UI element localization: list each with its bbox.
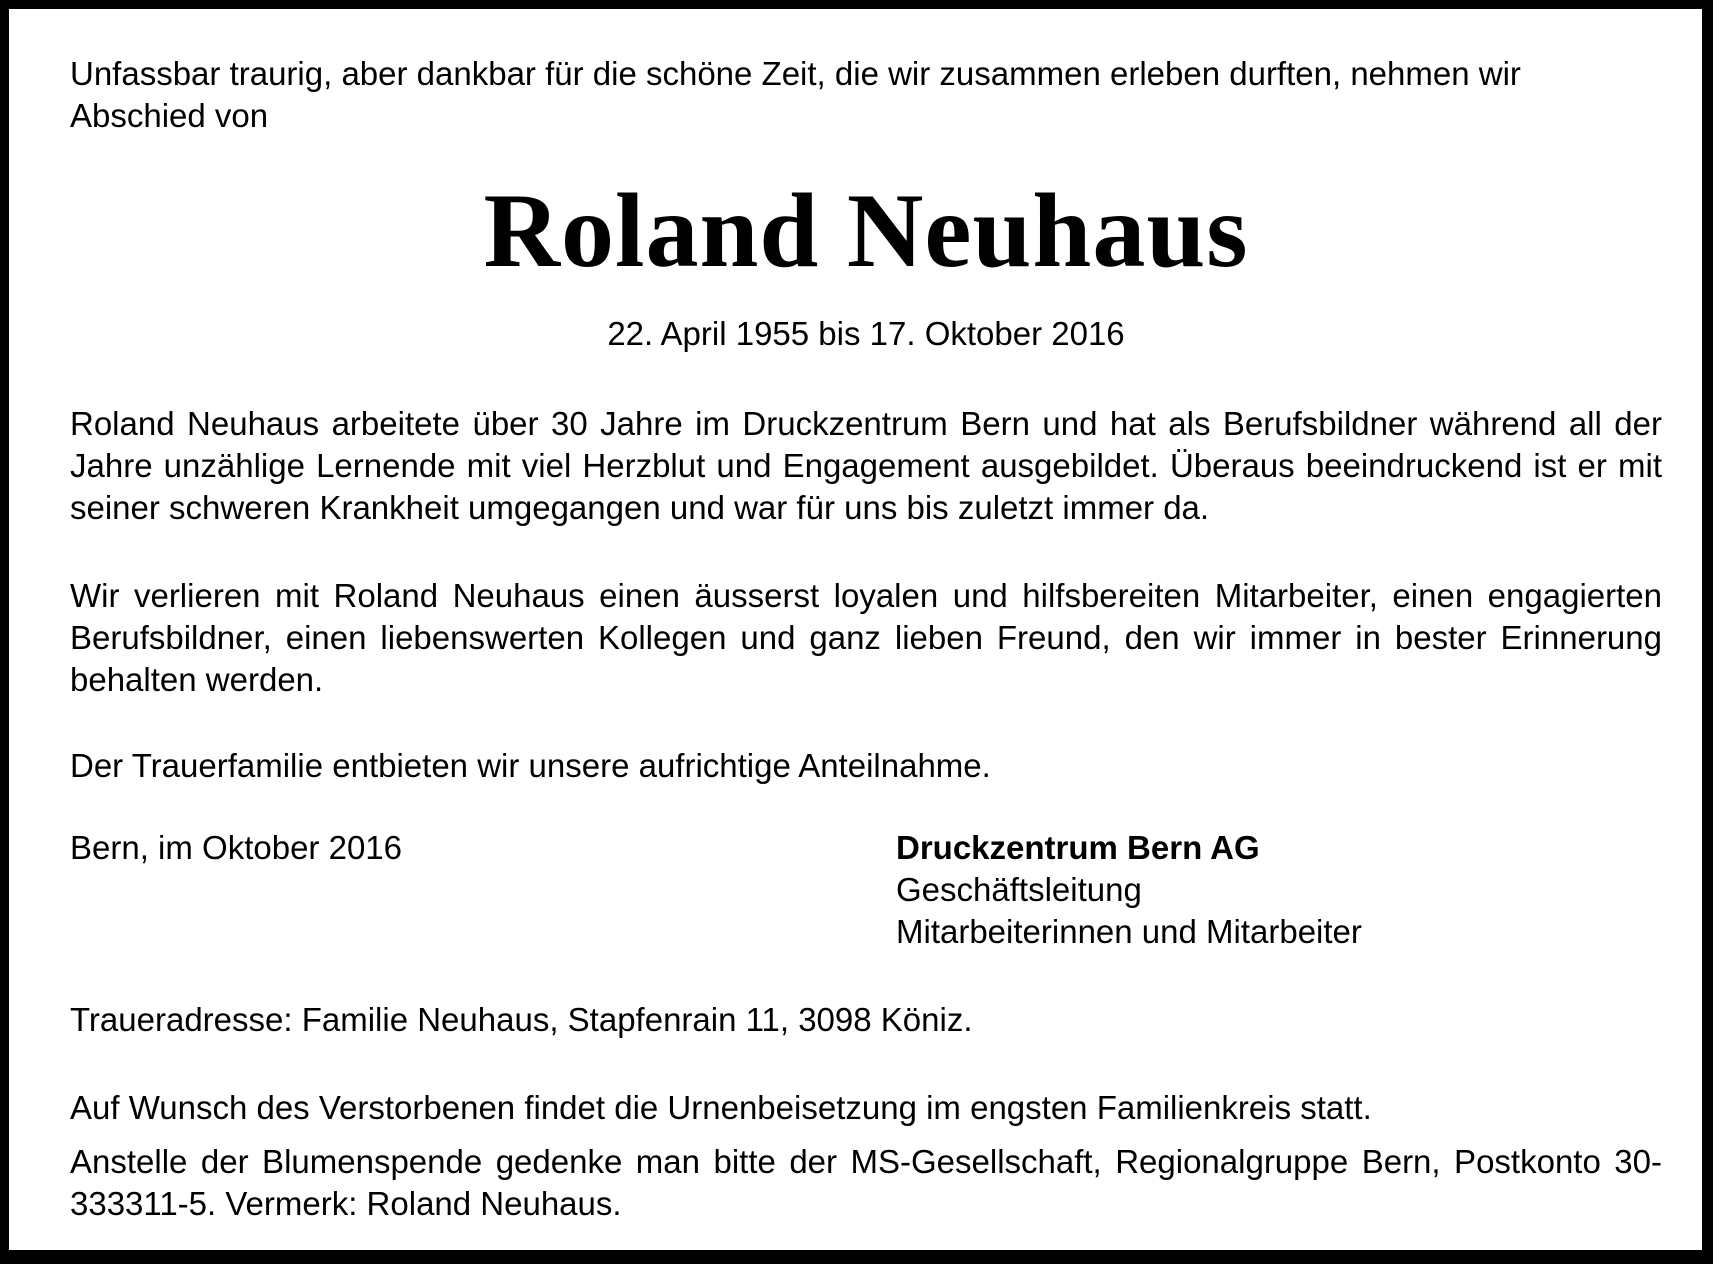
obituary-content [70, 53, 1662, 1225]
burial-note: Auf Wunsch des Verstorbenen findet die Urnenbeisetzung im engsten Familienkreis statt. [70, 1089, 1372, 1126]
signatory-line-management: Geschäftsleitung [896, 871, 1142, 908]
signoff-block [70, 827, 1662, 953]
deceased-name: Roland Neuhaus [483, 172, 1249, 289]
mourning-address: Traueradresse: Familie Neuhaus, Stapfenrain 11, 3098 Köniz. [70, 1001, 973, 1038]
paragraph-career: Roland Neuhaus arbeitete über 30 Jahre im Druckzentrum Bern und hat als Berufsbildner während all der Jahre unzählige Lernende mit viel Herzblut und Engagement ausgebildet. Überaus beeindruckend ist er mit seiner schweren Krankheit umgegangen und war für uns bis zuletzt immer da. [70, 405, 1662, 526]
life-dates: 22. April 1955 bis 17. Oktober 2016 [607, 315, 1125, 352]
donation-note: Anstelle der Blumenspende gedenke man bitte der MS-Gesellschaft, Regionalgruppe Bern, Postkonto 30-333311-5. Vermerk: Roland Neuhaus. [70, 1143, 1662, 1222]
signatory-line-staff: Mitarbeiterinnen und Mitarbeiter [896, 913, 1362, 950]
paragraph-tribute: Wir verlieren mit Roland Neuhaus einen äusserst loyalen und hilfsbereiten Mitarbeiter, einen engagierten Berufsbildner, einen liebenswerten Kollegen und ganz lieben Freund, den wir immer in bester Erinnerung behalten werden. [70, 577, 1662, 698]
intro-text: Unfassbar traurig, aber dankbar für die schöne Zeit, die wir zusammen erleben durften, nehmen wir Abschied von [70, 55, 1521, 134]
place-date: Bern, im Oktober 2016 [70, 829, 402, 866]
signatory-organization: Druckzentrum Bern AG [896, 829, 1260, 866]
signatory [896, 827, 1362, 953]
paragraph-condolence: Der Trauerfamilie entbieten wir unsere aufrichtige Anteilnahme. [70, 747, 991, 784]
